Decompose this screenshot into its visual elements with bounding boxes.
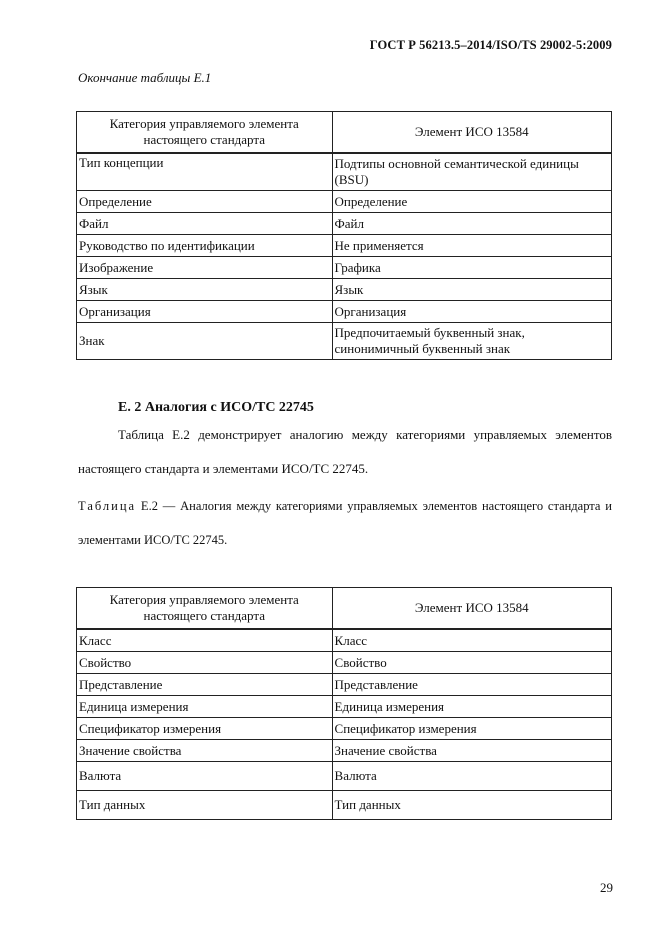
table-cell: Руководство по идентификации [77, 235, 333, 257]
table-cell: Организация [332, 301, 611, 323]
table-cell: Свойство [332, 652, 611, 674]
table-caption-text: Е.2 — Аналогия между категориями управляемых элементов настоящего стандарта и элементами ИСО/ТС 22745. [78, 499, 612, 547]
document-header: ГОСТ Р 56213.5–2014/ISO/TS 29002-5:2009 [369, 38, 612, 52]
table-cell: Класс [77, 629, 333, 652]
table-row [77, 629, 612, 652]
table-row [77, 696, 612, 718]
table-row [77, 740, 612, 762]
table-cell: Единица измерения [332, 696, 611, 718]
table-cell: Файл [332, 213, 611, 235]
table-cell: Тип данных [77, 791, 333, 820]
table-cell: Тип данных [332, 791, 611, 820]
table-e2-caption [78, 489, 612, 557]
table-cell: Валюта [332, 762, 611, 791]
table-e2 [76, 587, 612, 820]
table-row [77, 235, 612, 257]
table-cell: Предпочитаемый буквенный знак, синонимичный буквенный знак [332, 323, 611, 360]
table-cell: Файл [77, 213, 333, 235]
body-paragraph: Таблица Е.2 демонстрирует аналогию между категориями управляемых элементов настоящего стандарта и элементами ИСО/ТС 22745. [78, 427, 612, 476]
table-cell: Определение [77, 191, 333, 213]
table-cell: Спецификатор измерения [332, 718, 611, 740]
table-cell: Не применяется [332, 235, 611, 257]
table-row [77, 674, 612, 696]
table-cell: Валюта [77, 762, 333, 791]
table-cell: Определение [332, 191, 611, 213]
table-row [77, 718, 612, 740]
table-row [77, 213, 612, 235]
table-row [77, 153, 612, 191]
table-cell: Тип концепции [77, 153, 333, 191]
table-cell: Изображение [77, 257, 333, 279]
table-cell: Подтипы основной семантической единицы (BSU) [332, 153, 611, 191]
table-e1-continuation [76, 111, 612, 360]
column-header-category: Категория управляемого элемента настоящего стандарта [77, 112, 333, 154]
table-cell: Свойство [77, 652, 333, 674]
table-row [77, 652, 612, 674]
table-continuation-caption: Окончание таблицы Е.1 [78, 70, 212, 85]
table-row [77, 791, 612, 820]
table-row [77, 301, 612, 323]
table-row [77, 323, 612, 360]
table-cell: Организация [77, 301, 333, 323]
table-caption-label: Таблица [78, 499, 137, 513]
table-cell: Представление [332, 674, 611, 696]
table-cell: Значение свойства [77, 740, 333, 762]
column-header-category: Категория управляемого элемента настоящего стандарта [77, 588, 333, 630]
table-row [77, 191, 612, 213]
table-cell: Представление [77, 674, 333, 696]
page-number: 29 [600, 880, 613, 895]
column-header-iso-element: Элемент ИСО 13584 [332, 588, 611, 630]
column-header-iso-element: Элемент ИСО 13584 [332, 112, 611, 154]
table-cell: Спецификатор измерения [77, 718, 333, 740]
table-row [77, 257, 612, 279]
section-title: Е. 2 Аналогия с ИСО/ТС 22745 [118, 400, 314, 415]
table-cell: Знак [77, 323, 333, 360]
table-cell: Единица измерения [77, 696, 333, 718]
table-row [77, 762, 612, 791]
table-cell: Язык [332, 279, 611, 301]
table-row [77, 279, 612, 301]
table-cell: Значение свойства [332, 740, 611, 762]
table-cell: Класс [332, 629, 611, 652]
table-cell: Графика [332, 257, 611, 279]
table-cell: Язык [77, 279, 333, 301]
